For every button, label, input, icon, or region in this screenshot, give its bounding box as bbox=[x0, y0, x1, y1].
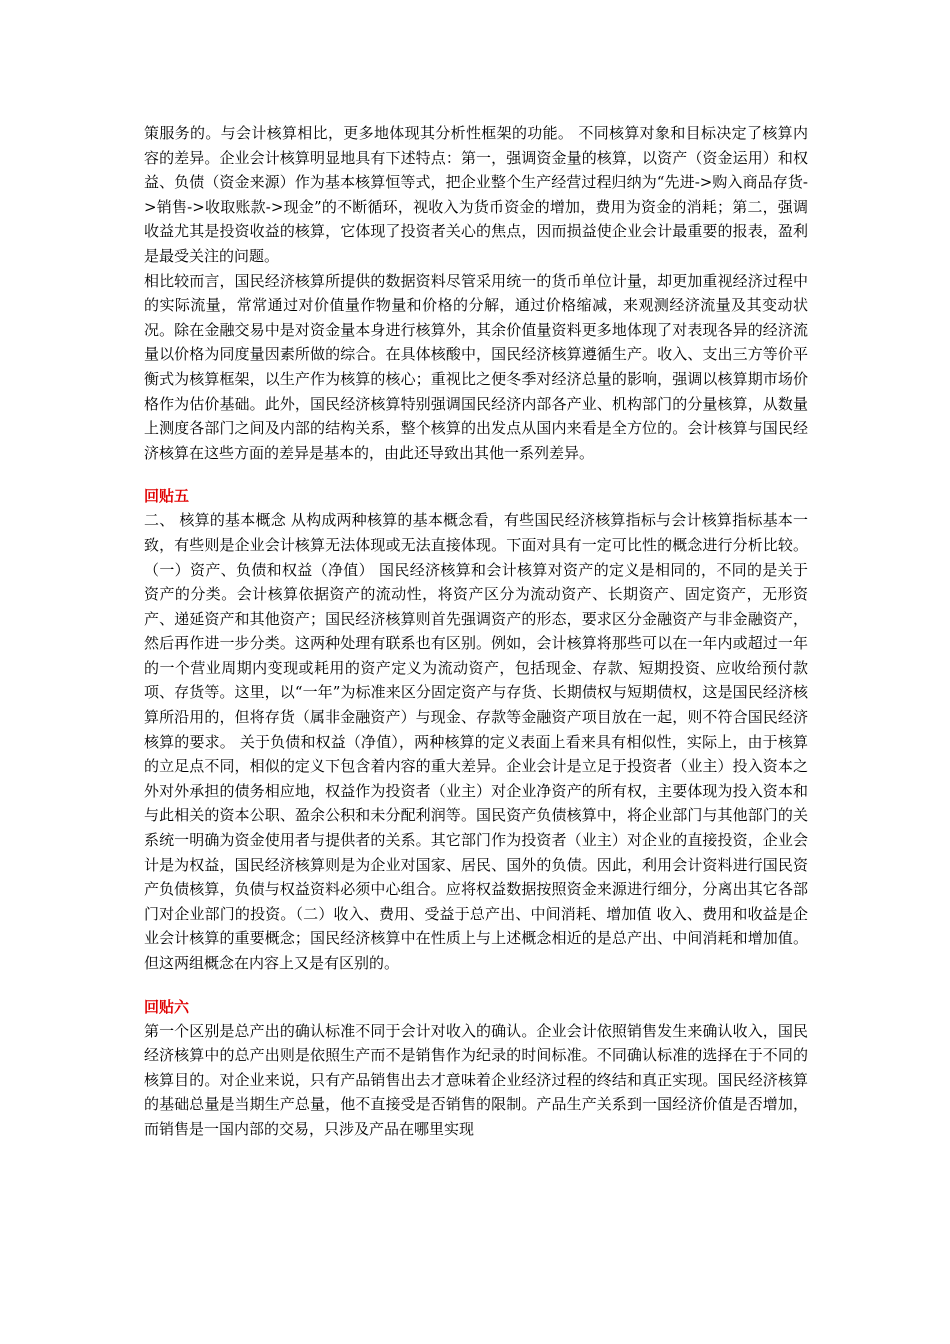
paragraph-output-recognition: 第一个区别是总产出的确认标准不同于会计对收入的确认。企业会计依照销售发生来确认收入，国民经济核算中的总产出则是依照生产而不是销售作为纪录的时间标准。不同确认标准的选择在于不同的核算目的。对企业来说，只有产品销售出去才意味着企业经济过程的终结和真正实现。国民经济核算的基础总量是当期生产总量，他不直接受是否销售的限制。产品生产关系到一国经济价值是否增加，而销售是一国内部的交易，只涉及产品在哪里实现 bbox=[144, 1021, 808, 1138]
document-page bbox=[144, 121, 808, 1142]
paragraph-gap bbox=[144, 465, 808, 484]
paragraph-accounting-features: 策服务的。与会计核算相比，更多地体现其分析性框架的功能。 不同核算对象和目标决定了核算内容的差异。企业会计核算明显地具有下述特点：第一，强调资金量的核算，以资产（资金运用）和权益、负债（资金来源）作为基本核算恒等式，把企业整个生产经营过程归纳为“先进->购入商品存货->销售->收取账款->现金”的不断循环，视收入为货币资金的增加，费用为资金的消耗；第二，强调收益尤其是投资收益的核算，它体现了投资者关心的焦点，因而损益使企业会计最重要的报表，盈利是最受关注的问题。 bbox=[144, 124, 808, 265]
reply-heading-6: 回贴六 bbox=[144, 997, 190, 1016]
paragraph-gap bbox=[144, 976, 808, 995]
paragraph-basic-concepts: 二、 核算的基本概念 从构成两种核算的基本概念看，有些国民经济核算指标与会计核算指标基本一致，有些则是企业会计核算无法体现或无法直接体现。下面对具有一定可比性的概念进行分析比较。（一）资产、负债和权益（净值） 国民经济核算和会计核算对资产的定义是相同的，不同的是关于资产的分类。会计核算依据资产的流动性，将资产区分为流动资产、长期资产、固定资产，无形资产、递延资产和其他资产；国民经济核算则首先强调资产的形态，要求区分金融资产与非金融资产，然后再作进一步分类。这两种处理有联系也有区别。例如，会计核算将那些可以在一年内或超过一年的一个营业周期内变现或耗用的资产定义为流动资产，包括现金、存款、短期投资、应收给预付款项、存货等。这里，以“一年”为标准来区分固定资产与存货、长期债权与短期债权，这是国民经济核算所沿用的，但将存货（属非金融资产）与现金、存款等金融资产项目放在一起，则不符合国民经济核算的要求。 关于负债和权益（净值），两种核算的定义表面上看来具有相似性，实际上，由于核算的立足点不同，相似的定义下包含着内容的重大差异。企业会计是立足于投资者（业主）投入资本之外对外承担的债务相应地，权益作为投资者（业主）对企业净资产的所有权，主要体现为投入资本和与此相关的资本公职、盈余公积和未分配利润等。国民资产负债核算中，将企业部门与其他部门的关系统一明确为资金使用者与提供者的关系。其它部门作为投资者（业主）对企业的直接投资，企业会计是为权益，国民经济核算则是为企业对国家、居民、国外的负债。因此，利用会计资料进行国民资产负债核算，负债与权益资料必须中心组合。应将权益数据按照资金来源进行细分，分离出其它各部门对企业部门的投资。（二）收入、费用、受益于总产出、中间消耗、增加值 收入、费用和收益是企业会计核算的重要概念；国民经济核算中在性质上与上述概念相近的是总产出、中间消耗和增加值。但这两组概念在内容上又是有区别的。 bbox=[144, 511, 808, 972]
reply-heading-5: 回贴五 bbox=[144, 487, 190, 506]
paragraph-national-accounts-comparison: 相比较而言，国民经济核算所提供的数据资料尽管采用统一的货币单位计量，却更加重视经济过程中的实际流量，常常通过对价值量作物量和价格的分解，通过价格缩减，来观测经济流量及其变动状况。除在金融交易中是对资金量本身进行核算外，其余价值量资料更多地体现了对表现各异的经济流量以价格为同度量因素所做的综合。在具体核酸中，国民经济核算遵循生产。收入、支出三方等价平衡式为核算框架，以生产作为核算的核心；重视比之便冬季对经济总量的影响，强调以核算期市场价格作为估价基础。此外，国民经济核算特别强调国民经济内部各产业、机构部门的分量核算，从数量上测度各部门之间及内部的结构关系，整个核算的出发点从国内来看是全方位的。会计核算与国民经济核算在这些方面的差异是基本的，由此还导致出其他一系列差异。 bbox=[144, 271, 808, 462]
